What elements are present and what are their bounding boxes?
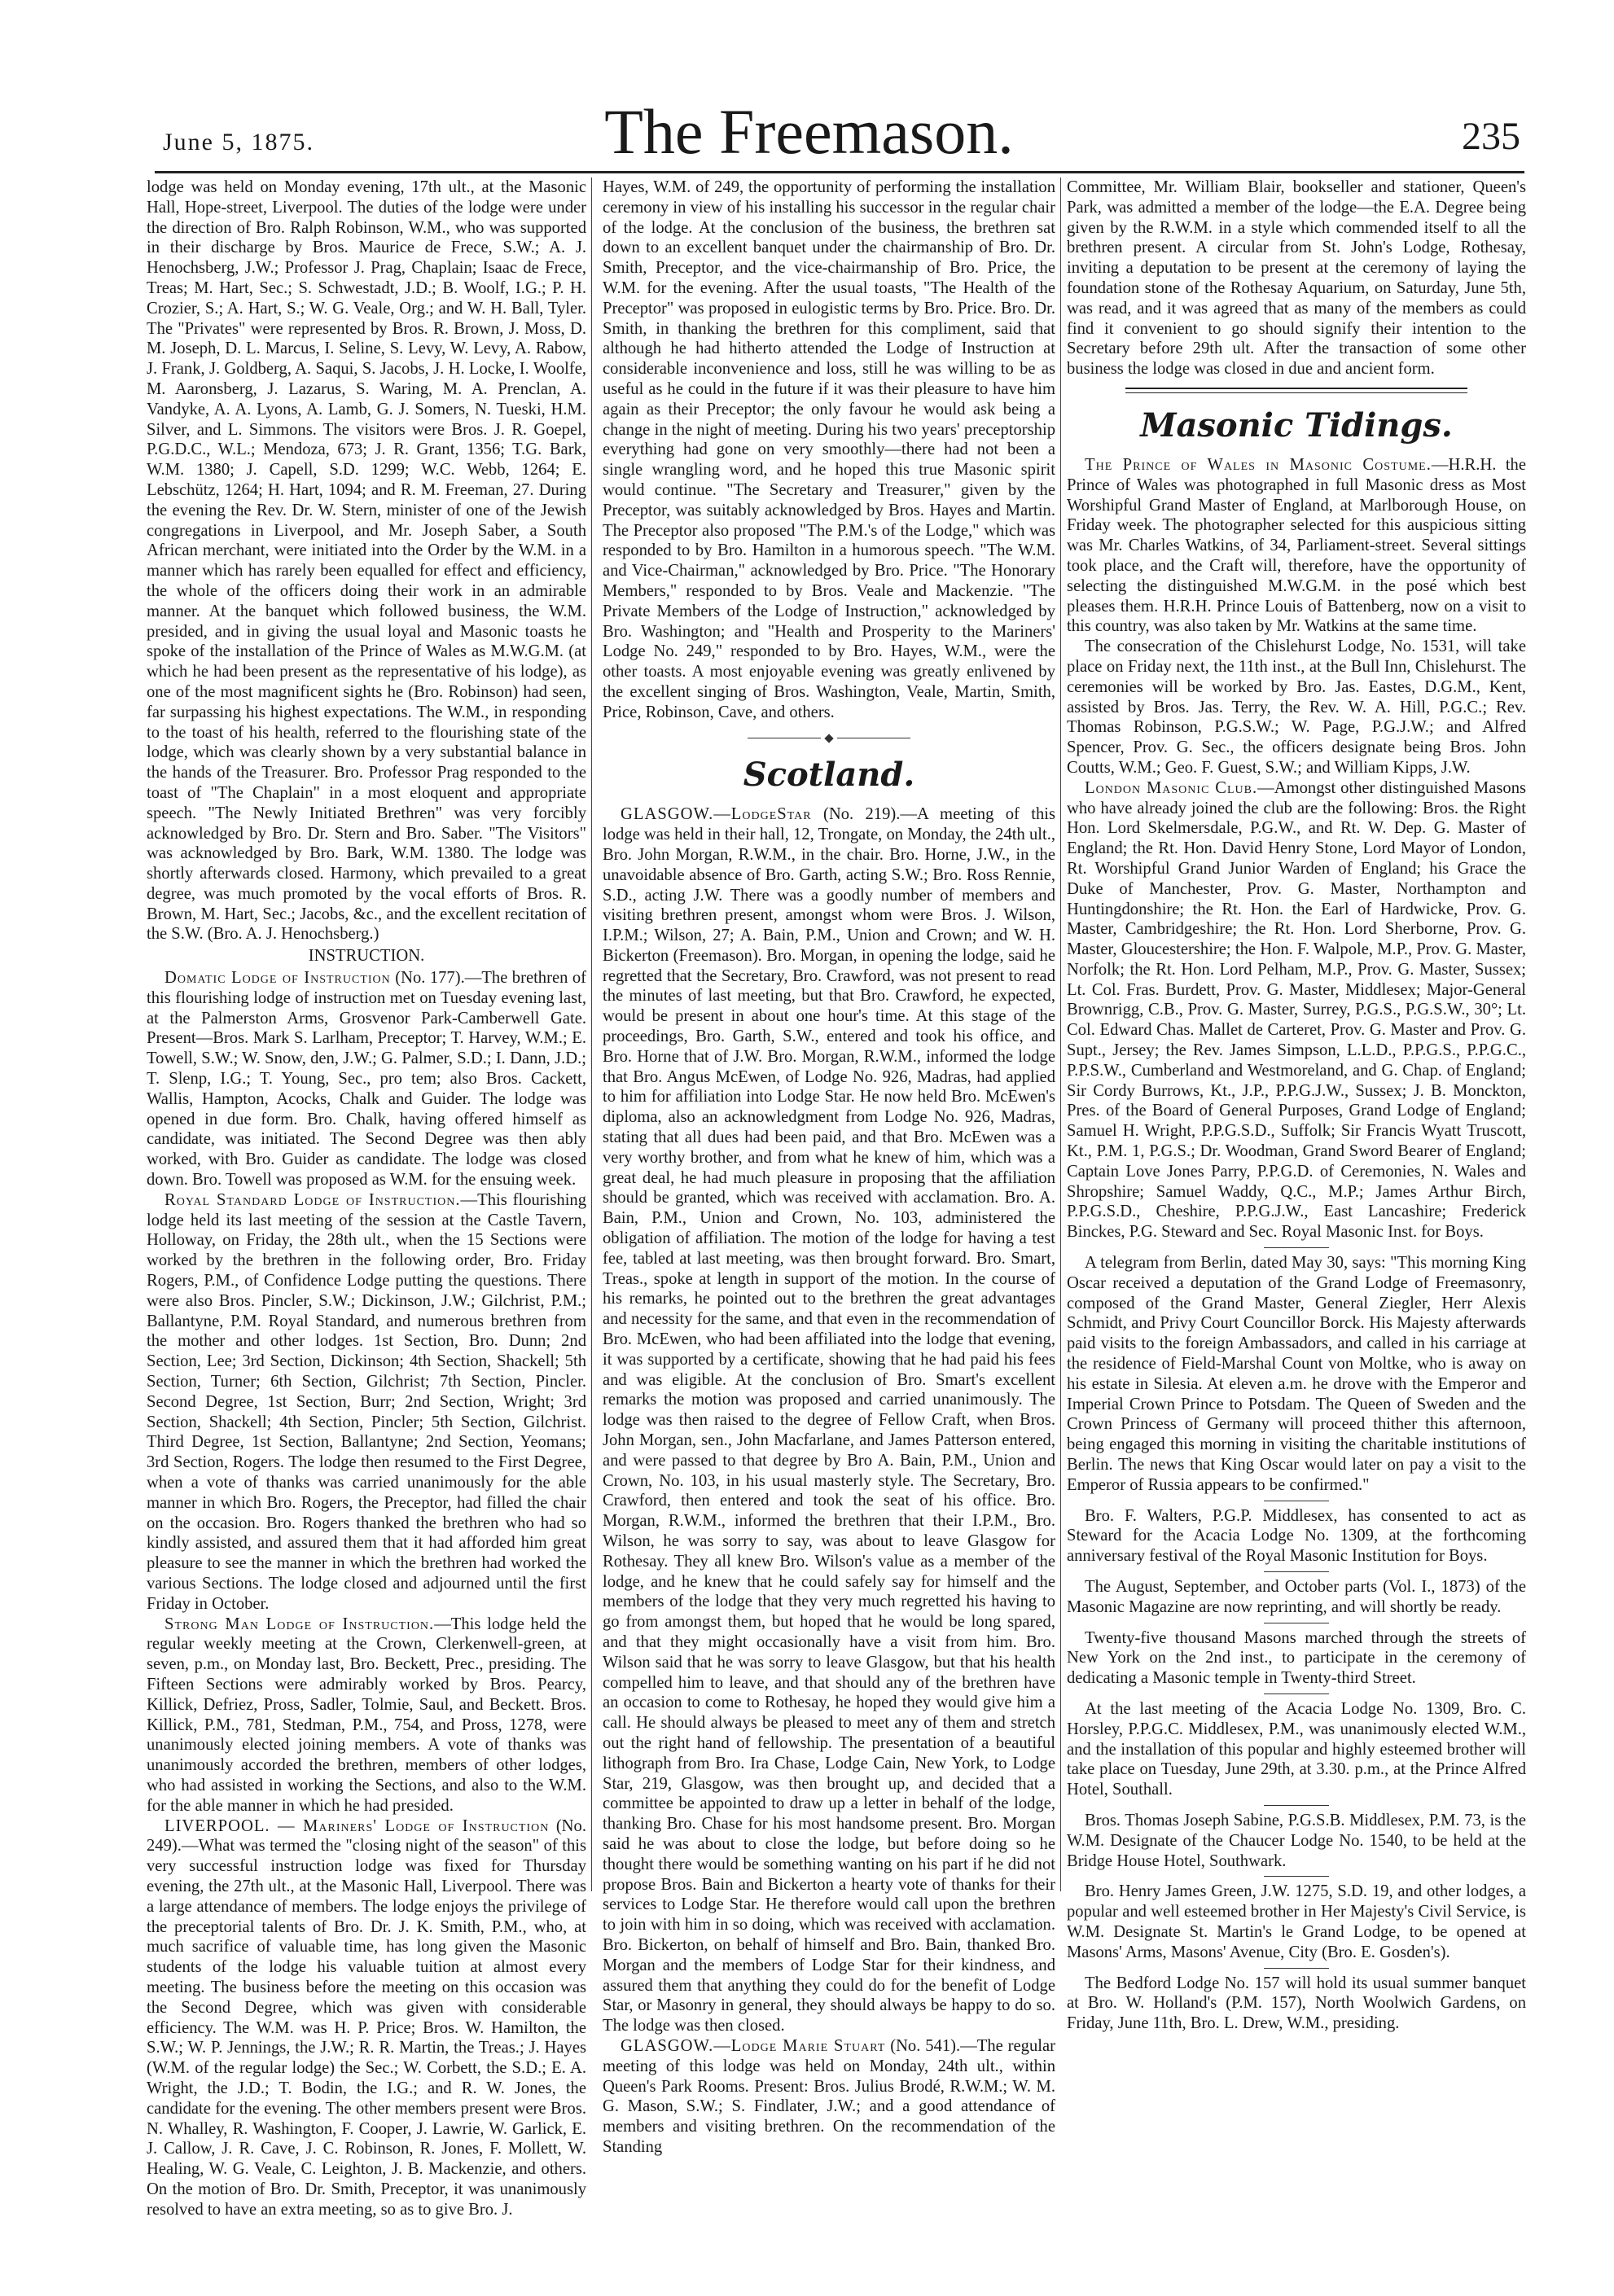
paragraph-lead: Strong Man Lodge of Instruction. [164, 1615, 435, 1633]
page-number: 235 [1462, 115, 1520, 158]
section-heading: Masonic Tidings. [1140, 405, 1453, 445]
article-paragraph [603, 2036, 1055, 2158]
paragraph-body: (No. 177).—The brethren of this flourishing lodge of instruction met on Tuesday evening last, at the Palmerston Arms, Grosvenor Park-Camberwell Gate. Present—Bros. Mark S. Larlham, Preceptor; T. Harvey, W.M.; E. Towell, S.W.; W. Snow, den, J.W.; G. Palmer, S.D.; I. Dann, J.D.; T. Slenp, I.G.; T. Young, Sec., pro tem; also Bros. Cackett, Wallis, Hampton, Acocks, Chalk and Guider. The lodge was opened in due form. Bro. Chalk, having offered himself as candidate, was initiated. The Second Degree was then ably worked, with Bro. Guider as candidate. The lodge was closed down. Bro. Towell was proposed as W.M. for the ensuing week. [147, 969, 586, 1190]
issue-date: June 5, 1875. [163, 129, 314, 156]
column-1 [147, 177, 587, 2219]
item-divider [1264, 1571, 1329, 1572]
article-paragraph [1067, 778, 1526, 1242]
paragraph-body: —This lodge held the regular weekly meeting at the Crown, Clerkenwell-green, at seven, p.m., on Monday last, Bro. Beckett, Prec., presiding. The Fifteen Sections were admirably worked by Bros. Pearcy, Killick, Defriez, Pross, Sadler, Tolmie, Saul, and Beckett. Bros. Killick, P.M., 781, Stedman, P.M., 754, and Pross, 1278, were unanimously elected joining members. A vote of thanks was unanimously accorded the brethren, members of other lodges, who had assisted in working the Sections, and also to the W.M. for the able manner in which he had presided. [147, 1615, 586, 1815]
article-paragraph [147, 1190, 586, 1615]
column-divider [1060, 177, 1061, 1891]
item-divider [1264, 1876, 1329, 1877]
article-paragraph [147, 1816, 586, 2220]
article-paragraph: Bro. Henry James Green, J.W. 1275, S.D. 19, and other lodges, a popular and well esteemed brother in Her Majesty's Civil Service, is W.M. Designate St. Martin's le Grand Lodge, to be opened at Masons' Arms, Masons' Avenue, City (Bro. E. Gosden's). [1067, 1882, 1526, 1961]
paragraph-lead: The Prince of Wales in Masonic Costume. [1085, 455, 1432, 474]
section-heading: Scotland. [743, 756, 915, 795]
paragraph-lead: Domatic Lodge of Instruction [164, 969, 391, 988]
paragraph-lead: GLASGOW.—LodgeStar [621, 805, 812, 824]
section-rule [1125, 388, 1467, 393]
section-ornament [603, 728, 1055, 748]
paragraph-body: (No. 249).—What was termed the "closing night of the season" of this very successful instruction lodge was fixed for Thursday evening, the 27th ult., at the Masonic Hall, Liverpool. There was a large attendance of members. The lodge enjoys the privilege of the preceptorial talents of Bro. Dr. J. K. Smith, P.M., who, at much sacrifice of valuable time, has long given the Masonic students of the lodge his valuable tuition at almost every meeting. The business before the meeting on this occasion was the Second Degree, which was given with considerable efficiency. The W.M. was H. P. Price; Bros. W. Hamilton, the S.W.; W. P. Jennings, the J.W.; R. R. Martin, the Treas.; J. Hayes (W.M. of the regular lodge) the Sec.; W. Corbett, the S.D.; E. A. Wright, the J.D.; T. Bodin, the I.G.; and R. W. Jones, the candidate for the evening. The other members present were Bros. N. Whalley, R. Washington, F. Cooper, J. Lawrie, W. Garlick, E. J. Callow, J. R. Cave, J. C. Robinson, R. Jones, F. Mollett, W. Healing, W. G. Veale, C. Leighton, J. B. Mackenzie, and others. On the motion of Bro. Dr. Smith, Preceptor, it was unanimously resolved to have an extra meeting, so as to give Bro. J. [147, 1816, 586, 2219]
article-paragraph: A telegram from Berlin, dated May 30, says: "This morning King Oscar received a deputation of the Grand Lodge of Freemasonry, composed of the Grand Master, General Ziegler, Herr Alexis Schmidt, and Privy Court Councillor Borck. His Majesty afterwards paid visits to the foreign Ambassadors, and called in his carriage at the residence of Field-Marshal Count von Moltke, who is away on his estate in Silesia. At eleven a.m. he drove with the Emperor and Imperial Crown Prince to Potsdam. The Queen of Sweden and the Crown Princess of Germany will proceed thither this afternoon, being engaged this morning in visiting the charitable institutions of Berlin. The news that King Oscar would later on pay a visit to the Emperor of Russia appears to be confirmed." [1067, 1254, 1526, 1494]
article-paragraph: Bro. F. Walters, P.G.P. Middlesex, has consented to act as Steward for the Acacia Lodge No. 1309, at the forthcoming anniversary festival of the Royal Masonic Institution for Boys. [1067, 1506, 1526, 1566]
item-divider [1264, 1247, 1329, 1248]
paragraph-body: (No. 541).—The regular meeting of this lodge was held on Monday, 24th ult., within Queen's Park Rooms. Present: Bros. Julius Brodé, R.W.M.; W. M. G. Mason, S.W.; S. Findlater, J.W.; and a good attendance of members and visiting brethren. On the recommendation of the Standing [603, 2036, 1055, 2156]
article-paragraph: Bros. Thomas Joseph Sabine, P.G.S.B. Middlesex, P.M. 73, is the W.M. Designate of the Chaucer Lodge No. 1540, to be held at the Bridge House Hotel, Southwark. [1067, 1811, 1526, 1870]
article-paragraph: The Bedford Lodge No. 157 will hold its usual summer banquet at Bro. W. Holland's (P.M. 157), North Woolwich Gardens, on Friday, June 11th, Bro. L. Drew, W.M., presiding. [1067, 1974, 1526, 2033]
paragraph-lead: Royal Standard Lodge of Instruction. [164, 1190, 461, 1209]
article-paragraph: The August, September, and October parts (Vol. I., 1873) of the Masonic Magazine are now reprinting, and will shortly be ready. [1067, 1578, 1526, 1616]
article-paragraph: Hayes, W.M. of 249, the opportunity of performing the installation ceremony in view of his installing his successor in the regular chair of the lodge. At the conclusion of the business, the brethren sat down to an excellent banquet under the chairmanship of Bro. Dr. Smith, Preceptor, and the vice-chairmanship of Bro. Price, the W.M. for the evening. After the usual toasts, "The Health of the Preceptor" was proposed in eulogistic terms by Bro. Price. Bro. Dr. Smith, in thanking the brethren for this compliment, said that although he had hitherto attended the Lodge of Instruction at considerable inconvenience and loss, still he was willing to be as useful as he could in the future if it was their pleasure to have him again as their Preceptor; the only favour he would ask being a change in the night of meeting. During his two years' preceptorship everything had gone on very smoothly—there had not been a single wrangling word, and he hoped this true Masonic spirit would continue. "The Secretary and Treasurer," given by the Preceptor, was suitably acknowledged by Bros. Hayes and Martin. The Preceptor also proposed "The P.M.'s of the Lodge," which was responded to by Bro. Hamilton in a humorous speech. "The W.M. and Vice-Chairman," acknowledged by Bro. Price. "The Honorary Members," responded to by Bros. Veale and Mackenzie. "The Private Members of the Lodge of Instruction," acknowledged by Bro. Washington; and "Health and Prosperity to the Mariners' Lodge No. 249," responded to by Bro. Hayes, W.M., were the other toasts. A most enjoyable evening was greatly enlivened by the excellent singing of Bros. Washington, Veale, Martin, Smith, Price, Robinson, Cave, and others. [603, 178, 1055, 721]
masthead [81, 96, 1537, 167]
article-paragraph: Committee, Mr. William Blair, bookseller and stationer, Queen's Park, was admitted a member of the lodge—the E.A. Degree being given by the R.W.M. in a style which commended itself to all the brethren present. A circular from St. John's Lodge, Rothesay, inviting a deputation to be present at the ceremony of laying the foundation stone of the Rothesay Aquarium, on Saturday, June 5th, was read, and it was agreed that as many of the members as could find it convenient to go should signify their intention to the Secretary before 29th ult. After the transaction of some other business the lodge was closed in due and ancient form. [1067, 178, 1526, 379]
article-paragraph [147, 1615, 586, 1816]
paragraph-body: (No. 219).—A meeting of this lodge was held in their hall, 12, Trongate, on Monday, the 24th ult., Bro. John Morgan, R.W.M., in the chair. Bro. Horne, J.W., in the unavoidable absence of Bro. Garth, acting S.W.; Bro. Ross Rennie, S.D., acting J.W. There was a goodly number of members and visiting brethren present, amongst whom were Bros. J. Wilson, I.P.M.; Wilson, 27; A. Bain, P.M., Union and Crown; and W. H. Bickerton (Freemason). Bro. Morgan, in opening the lodge, said he regretted that the Secretary, Bro. Crawford, was not present to read the minutes of last meeting, but that Bro. Crawford, he expected, would be present in about one hour's time. At this stage of the proceedings, Bro. Garth, S.W., entered and took his office, and Bro. Horne that of J.W. Bro. Morgan, R.W.M., informed the lodge that Bro. Angus McEwen, of Lodge No. 926, Madras, had applied to him for affiliation into Lodge Star. He now held Bro. McEwen's diploma, also an acknowledgment from Lodge No. 926, Madras, stating that all dues had been paid, and that Bro. McEwen was a very worthy brother, and from what he knew of him, which was a great deal, he had much pleasure in proposing that the affiliation should be granted, which was received with acclamation. Bro. A. Bain, P.M., Union and Crown, No. 103, administered the obligation of affiliation. The motion of the lodge for having a test fee, tabled at last meeting, was then brought forward. Bro. Smart, Treas., spoke at length in support of the motion. In the course of his remarks, he pointed out to the brethren the great advantages and necessity for the same, and that even in the recommendation of Bro. McEwen, who had been affiliated into the lodge that evening, it was supported by a certificate, showing that he had paid his fees and was eligible. At the conclusion of Bro. Smart's excellent remarks the motion was proposed and carried unanimously. The lodge was then raised to the degree of Fellow Craft, when Bros. John Morgan, sen., John Macfarlane, and James Patterson entered, and were passed to that degree by Bro A. Bain, P.M., Union and Crown, No. 103, in his usual masterly style. The Secretary, Bro. Crawford, then entered and took the seat of his office. Bro. Morgan, R.W.M., informed the brethren that their I.P.M., Bro. Wilson, he was sorry to say, was about to leave Glasgow for Rothesay. They all knew Bro. Wilson's value as a member of the lodge, and he knew that he could safely say for himself and the members of the lodge that they very much regretted his having to go from amongst them, but hoped that he would be long spared, and that they might occasionally have a visit from him. Bro. Wilson said that he was sorry to leave Glasgow, but that his health compelled him to leave, and that should any of the brethren have an occasion to come to Rothesay, he hoped they would give him a call. He should always be pleased to meet any of them and stretch out the right hand of fellowship. The presentation of a beautiful lithograph from Bro. Ira Chase, Lodge Cain, New York, to Lodge Star, 219, Glasgow, was then brought up, and decided that a committee be appointed to draw up a letter in behalf of the lodge, thanking Bro. Chase for his most handsome present. Bro. Morgan said he was about to close the lodge, but before doing so he thought there would be something wanting on his part if he did not propose Bros. Bain and Bickerton a hearty vote of thanks for their services to Lodge Star. He therefore would call upon the brethren to join with him in so doing, which was received with acclamation. Bro. Bickerton, on behalf of himself and Bro. Bain, thanked Bro. Morgan and the members of Lodge Star for their kindness, and assured them that anything they could do for the benefit of Lodge Star, or Masonry in general, they should always be happy to do so. The lodge was then closed. [603, 805, 1055, 2035]
item-divider [1264, 1805, 1329, 1806]
article-paragraph [147, 968, 586, 1190]
paragraph-body: —H.R.H. the Prince of Wales was photographed in full Masonic dress as Most Worshipful Grand Master of England, at Marlborough House, on Friday week. The photographer selected for this auspicious sitting was Mr. Charles Watkins, of 34, Parliament-street. Several sittings took place, and the Craft will, therefore, have the opportunity of selecting the distinguished M.W.G.M. in the posé which best pleases them. H.R.H. Prince Louis of Battenberg, now on a visit to this country, was also taken by Mr. Watkins at the same time. [1067, 455, 1526, 636]
article-paragraph [603, 804, 1055, 2036]
column-3 [1067, 177, 1527, 2033]
article-paragraph [1067, 455, 1526, 637]
article-paragraph: Twenty-five thousand Masons marched through the streets of New York on the 2nd inst., to participate in the ceremony of dedicating a Masonic temple in Twenty-third Street. [1067, 1628, 1526, 1688]
masthead-rule [155, 171, 1524, 173]
paragraph-body: —This flourishing lodge held its last meeting of the session at the Castle Tavern, Holloway, on Friday, the 28th ult., when the 15 Sections were worked by the brethren in the following order, Bro. Friday Rogers, P.M., of Confidence Lodge putting the questions. There were also Bros. Pincler, S.W.; Dickinson, J.W.; Gilchrist, P.M.; Ballantyne, P.M. Royal Standard, and numerous brethren from the mother and other lodges. 1st Section, Bro. Dunn; 2nd Section, Lee; 3rd Section, Dickinson; 4th Section, Shackell; 5th Section, Turner; 6th Section, Gilchrist; 7th Section, Pincler. Second Degree, 1st Section, Burr; 2nd Section, Wright; 3rd Section, Shackell; 4th Section, Pincler; 5th Section, Gilchrist. Third Degree, 1st Section, Ballantyne; 2nd Section, Yeomans; 3rd Section, Rogers. The lodge then resumed to the First Degree, when a vote of thanks was carried unanimously for the able manner in which Bro. Rogers, the Preceptor, had filled the chair on the occasion. Bro. Rogers thanked the brethren who had so kindly assisted, and assured them that it had afforded him great pleasure to see the manner in which the brethren had worked the various Sections. The lodge closed and adjourned until the first Friday in October. [147, 1190, 587, 1613]
section-heading: INSTRUCTION. [308, 947, 425, 966]
column-divider [591, 177, 592, 1891]
paragraph-lead: London Masonic Club. [1085, 778, 1258, 797]
paragraph-lead: GLASGOW.—Lodge Marie Stuart [621, 2036, 886, 2055]
article-paragraph: lodge was held on Monday evening, 17th ult., at the Masonic Hall, Hope-street, Liverpool. The duties of the lodge were under the direction of Bro. Ralph Robinson, W.M., who was supported in their discharge by Bros. Maurice de Frece, S.W.; A. J. Henochsberg, J.W.; Professor J. Prag, Chaplain; Isaac de Frece, Treas; M. Hart, Sec.; S. Schwestadt, J.D.; B. Woolf, I.G.; P. H. Crozier, S.; A. Hart, S.; W. G. Veale, Org.; and W. H. Ball, Tyler. The "Privates" were represented by Bros. R. Brown, J. Moss, D. M. Joseph, D. L. Marcus, I. Seline, S. Levy, W. Levy, A. Rabow, J. Frank, J. Goldberg, A. Saqui, S. Jacobs, J. H. Locke, I. Woolfe, M. Aaronsberg, J. Lazarus, S. Waring, M. A. Prenclan, A. Vandyke, A. A. Lyons, A. Lamb, G. J. Somers, N. Tueski, H.M. Silver, and L. Simmons. The visitors were Bros. J. R. Goepel, P.G.D.C., W.L.; Mendoza, 673; J. R. Grant, 1356; T.G. Bark, W.M. 1380; J. Capell, S.D. 1299; W.C. Webb, 1264; E. Lebschütz, 1264; H. Hart, 1094; and R. M. Freeman, 27. During the evening the Rev. Dr. W. Stern, minister of one of the Jewish congregations in Liverpool, and Mr. Joseph Saber, a South African merchant, were initiated into the Order by the W.M. in a manner which has rarely been equalled for effect and efficiency, the whole of the officers doing their work in an admirable manner. At the banquet which followed business, the W.M. presided, and in giving the usual loyal and Masonic toasts he spoke of the installation of the Prince of Wales as M.W.G.M. (at which he had been present as the representative of his lodge), as one of the most magnificent sights he (Bro. Robinson) had seen, far surpassing his highest expectations. The W.M., in responding to the toast of his health, referred to the flourishing state of the lodge, which was clearly shown by a very substantial balance in the hands of the Treasurer. Bro. Professor Prag responded to the toast of "The Chaplain" in a most eloquent and appropriate speech. "The Newly Initiated Brethren" was very forcibly acknowledged by Bro. Dr. Stern and Bro. Saber. "The Visitors" was acknowledged by Bro. Bark, W.M. 1380. The lodge was shortly afterwards closed. Harmony, which prevailed to a great degree, was much promoted by the vocal efforts of Bros. R. Brown, M. Hart, Sec.; Jacobs, &c., and the excellent recitation of the S.W. (Bro. A. J. Henochsberg.) [147, 178, 586, 944]
article-paragraph: At the last meeting of the Acacia Lodge No. 1309, Bro. C. Horsley, P.P.G.C. Middlesex, P.M., was unanimously elected W.M., and the installation of this popular and highly esteemed brother will take place on Tuesday, June 29th, at 3.30. p.m., at the Prince Alfred Hotel, Southall. [1067, 1699, 1526, 1799]
article-paragraph: The consecration of the Chislehurst Lodge, No. 1531, will take place on Friday next, the 11th inst., at the Bull Inn, Chislehurst. The ceremonies will be worked by Bro. Jas. Eastes, D.G.M., Kent, assisted by Bros. Jas. Terry, the Rev. W. A. Hill, P.G.C.; Rev. Thomas Robinson, P.G.S.W.; W. Page, P.G.J.W.; and Alfred Spencer, Prov. G. Sec., the officers designate being Bros. John Coutts, W.M.; Geo. F. Guest, S.W.; and William Kipps, J.W. [1067, 638, 1526, 777]
paragraph-lead: LIVERPOOL. — Mariners' Lodge of Instruction [164, 1816, 550, 1835]
item-divider [1264, 1968, 1329, 1969]
newspaper-title: The Freemason. [604, 96, 1014, 167]
paragraph-body: —Amongst other distinguished Masons who have already joined the club are the following: Bros. the Right Hon. Lord Skelmersdale, P.G.W., and Rt. W. Dep. G. Master of England; the Rt. Hon. David Henry Stone, Lord Mayor of London, Rt. Worshipful Grand Junior Warden of England; his Grace the Duke of Manchester, Prov. G. Master, Northampton and Huntingdonshire; the Rt. Hon. the Earl of Hardwicke, Prov. G. Master, Cambridgeshire; the Rt. Hon. Lord Sherborne, Prov. G. Master, Gloucestershire; the Hon. F. Walpole, M.P., Prov. G. Master, Norfolk; the Rt. Hon. Lord Pelham, M.P., Prov. G. Master, Sussex; Lt. Col. Fras. Burdett, Prov. G. Master, Middlesex; Major-General Brownrigg, C.B., Prov. G. Master, Surrey, P.G.S., P.G.S.W., 30°; Lt. Col. Edward Chas. Mallet de Carteret, Prov. G. Master and Prov. G. Supt., Jersey; the Rev. James Simpson, L.L.D., P.P.G.S., P.P.G.C., P.P.S.W., Cumberland and Westmoreland, and G. Chap. of England; Sir Cordy Burrows, Kt., J.P., P.P.G.J.W., Sussex; J. B. Monckton, Pres. of the Board of General Purposes, Grand Lodge of England; Samuel H. Wright, P.P.G.S.D., Suffolk; Sir Francis Wyatt Truscott, Kt., P.M. 1, P.G.S.; Dr. Woodman, Grand Sword Bearer of England; Captain Love Jones Parry, P.P.G.D. of Ceremonies, N. Wales and Shropshire; Samuel Waddy, Q.C., M.P.; James Arthur Birch, P.P.G.S.D., Cheshire, P.P.G.J.W., East Lancashire; Frederick Binckes, P.G. Steward and Sec. Royal Masonic Inst. for Boys. [1067, 778, 1527, 1242]
column-2 [603, 177, 1055, 2156]
